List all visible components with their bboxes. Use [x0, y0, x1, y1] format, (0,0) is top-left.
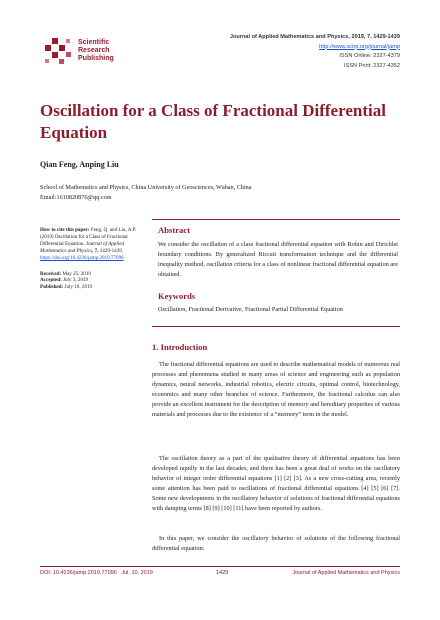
intro-paragraph-1: The fractional differential equations are used to describe mathematical models of numerous real processes and phenomena studied in many areas of science and engineering such as population dynamics, neural networks, industrial robotics, electric circuits, optimal control, biotechnology, economics and many other branches of science. Furthermore, the fractional calculus can also provide an excellent instrument for the description of memory and hereditary properties of various materials and processes due to the existence of a “memory” term in the model.: [152, 361, 400, 419]
citation-sidebar: [40, 227, 144, 291]
keywords-heading: Keywords: [158, 291, 196, 301]
abstract-top-rule: [152, 219, 400, 220]
footer-date: Jul. 10, 2019: [121, 570, 153, 576]
keywords-text: Oscillation, Fractional Derivative, Fractional Partial Differential Equation: [158, 306, 343, 313]
journal-info: [230, 33, 400, 71]
publisher-logo: [40, 34, 160, 68]
published-date: July 10, 2019: [64, 284, 93, 291]
abstract-bottom-rule: [152, 326, 400, 327]
journal-citation: Journal of Applied Mathematics and Physics, 2019, 7, 1429-1439: [229, 34, 400, 40]
scirp-logo-icon: [40, 34, 74, 68]
intro-paragraph-2: The oscillation theory as a part of the qualitative theory of differential equations has been developed rapidly in the last decades, and there has been a great deal of works on the oscillatory behavior of integer order differential equations [1] [2] [3]. As a new cross-cutting area, recently some attention has been paid to oscillations of fractional differential equations [4] [5] [6] [7]. Some new developments in the oscillatory behavior of solutions of fractional differential equations with damping terms [8] [9] [10] [11] have been reported by authors.: [152, 455, 400, 513]
paper-title: Oscillation for a Class of Fractional Differential Equation: [40, 101, 386, 142]
publisher-name: Scientific Research Publishing: [78, 39, 114, 63]
authors: Qian Feng, Anping Liu: [40, 160, 119, 169]
footer-rule: [40, 566, 400, 567]
author-email: Email:1610820876@qq.com: [40, 194, 112, 201]
footer-doi: DOI: 10.4236/jamp.2019.77096 Jul. 10, 2019: [40, 570, 153, 576]
doi-link[interactable]: https://doi.org/10.4236/jamp.2019.77096: [40, 254, 124, 261]
affiliation: School of Mathematics and Physics, China University of Geosciences, Wuhan, China: [40, 184, 252, 191]
abstract-heading: Abstract: [158, 225, 190, 235]
page-number: 1429: [216, 570, 229, 576]
issn-online: ISSN Online: 2327-4379: [339, 53, 400, 60]
received-date: May 25, 2019: [62, 270, 91, 277]
intro-heading: 1. Introduction: [152, 342, 208, 352]
journal-url-link[interactable]: http://www.scirp.org/journal/jamp: [319, 43, 400, 50]
citation: How to cite this paper: Feng, Q. and Liu, A.P. (2019) Oscillation for a Class of Fractional Differential Equation. Journal of Applied Mathematics and Physics, 7, 1429-1439.: [40, 227, 137, 254]
issn-print: ISSN Print: 2327-4352: [344, 62, 400, 69]
footer-journal: Journal of Applied Mathematics and Physics: [292, 570, 400, 576]
intro-paragraph-3: In this paper, we consider the oscillatory behavior of solutions of the following fractional differential equation:: [152, 535, 400, 553]
accepted-date: July 3, 2019: [63, 277, 89, 284]
abstract-text: We consider the oscillation of a class fractional differential equation with Robin and Dirichlet boundary conditions. By generalized Riccati transformation technique and the differential inequality method, oscillation criteria for a class of nonlinear fractional differential equation are obtained.: [158, 241, 398, 279]
dates-block: Received: May 25, 2019 Accepted: July 3, 2019 Published: July 10, 2019: [40, 270, 93, 291]
affiliation-block: [40, 183, 252, 203]
